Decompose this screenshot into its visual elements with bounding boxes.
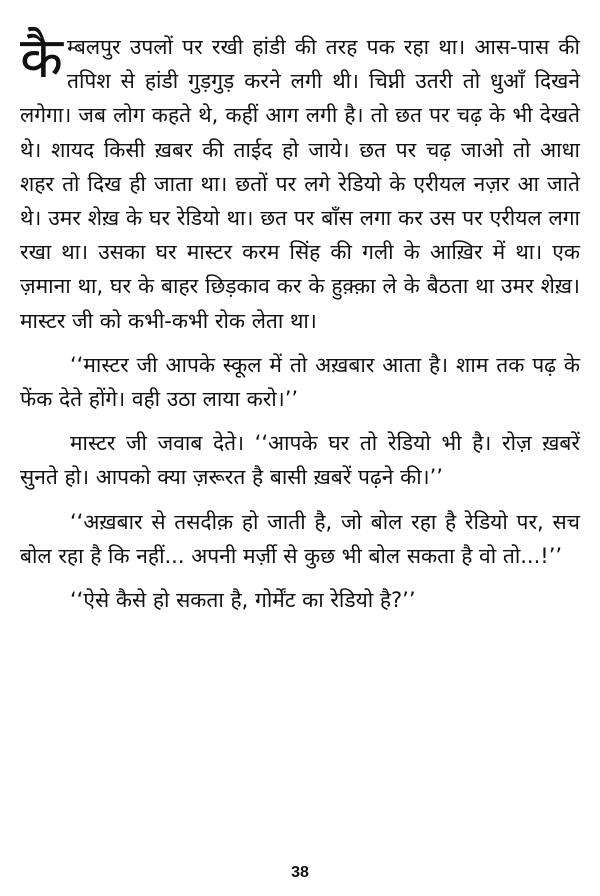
paragraph-2: ‘‘मास्टर जी आपके स्कूल में तो अख़बार आता है। शाम तक पढ़ के फेंक देते होंगे। वही उठा लाया करो।’’ — [20, 352, 580, 412]
paragraph-3: मास्टर जी जवाब देते। ‘‘आपके घर तो रेडियो भी है। रोज़ ख़बरें सुनते हो। आपको क्या ज़रूरत है बासी ख़बरें पढ़ने की।’’ — [20, 431, 580, 490]
paragraph-4: ‘‘अख़बार से तसदीक़ हो जाती है, जो बोल रहा है रेडियो पर, सच बोल रहा है कि नहीं... अपनी मर्ज़ी से कुछ भी बोल सकता है वो तो...!’’ — [20, 509, 580, 568]
paragraph-1-text: म्बलपुर उपलों पर रखी हांडी की तरह पक रहा था। आस-पास की तपिश से हांडी गुड़गुड़ करने लगी थी। चिप्नी उतरी तो धुआँ दिखने लगेगा। जब लोग कहते थे, कहीं आग लगी है। तो छत पर चढ़ के भी देखते थे। शायद किसी ख़बर की ताईद हो जाये। छत पर चढ़ जाओ तो आधा शहर तो दिख ही जाता था। छतों पर लगे रेडियो के एरीयल नज़र आ जाते थे। उमर शेख़ के घर रेडियो था। छत पर बाँस लगा कर उस पर एरीयल लगा रखा था। उसका घर मास्टर करम सिंह की गली के आख़िर में था। एक ज़माना था, घर के बाहर छिड़काव कर के हुक़्क़ा ले के बैठता था उमर शेख़। मास्टर जी को कभी-कभी रोक लेता था। — [20, 35, 580, 333]
drop-cap-letter: कै — [20, 26, 64, 91]
page-number: 38 — [291, 864, 309, 881]
paragraph-1 — [20, 26, 580, 338]
paragraph-5: ‘‘ऐसे कैसे हो सकता है, गोर्मेंट का रेडियो है?’’ — [70, 588, 416, 613]
page-text — [20, 26, 580, 617]
book-page — [20, 26, 580, 860]
